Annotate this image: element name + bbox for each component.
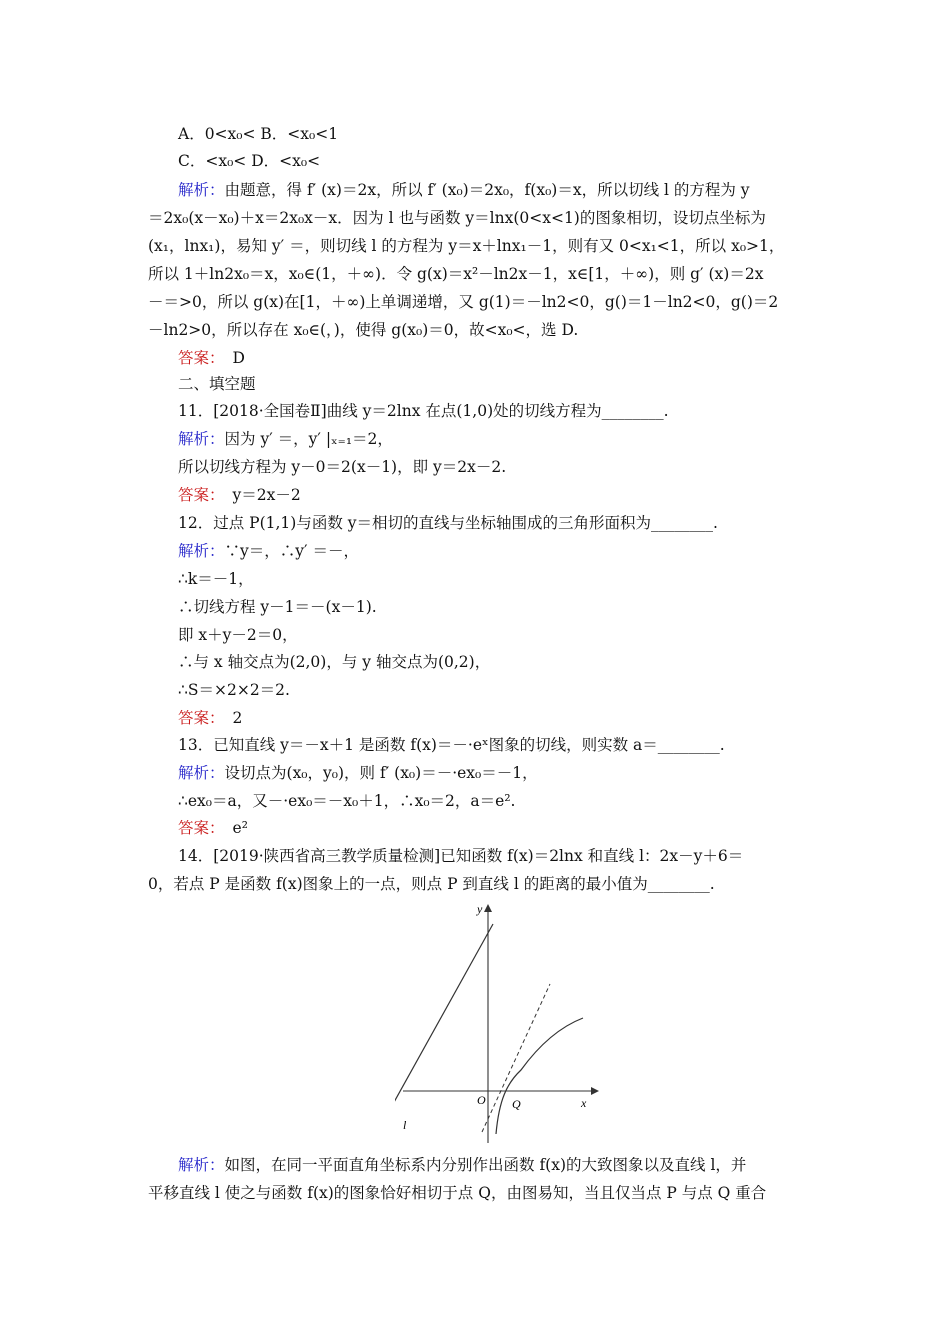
y-axis-arrow: [484, 904, 492, 912]
solution-label: 解析：: [178, 1156, 225, 1174]
q10-options-ab: A．0<x₀< B．<x₀<1: [178, 125, 339, 143]
q10-solution-line-3: (x₁，lnx₁)，易知 y′ ＝，则切线 l 的方程为 y＝x＋lnx₁－1，则有又 0<x₁<1，所以 x₀>1，: [148, 237, 785, 255]
q13-answer: 答案： e²: [178, 819, 248, 837]
point-q-label: Q: [512, 1097, 521, 1111]
solution-label: 解析：: [178, 764, 225, 782]
line-l-label: l: [403, 1118, 407, 1132]
q12-stem: 12．过点 P(1,1)与函数 y＝相切的直线与坐标轴围成的三角形面积为________.: [178, 514, 718, 532]
q12-solution-line-4: 即 x＋y－2＝0，: [178, 626, 298, 644]
q14-stem-line-1: 14．[2019·陕西省高三教学质量检测]已知函数 f(x)＝2lnx 和直线 l：2x－y＋6＝: [178, 847, 744, 865]
q14-solution-line-2: 平移直线 l 使之与函数 f(x)的图象恰好相切于点 Q，由图易知，当且仅当点 P 与点 Q 重合: [148, 1184, 767, 1202]
answer-label: 答案：: [178, 709, 225, 727]
q12-solution-line-1: 解析：∵y＝，∴y′ ＝－，: [178, 542, 359, 560]
q12-solution-line-2: ∴k＝－1，: [178, 570, 254, 588]
q13-stem: 13．已知直线 y＝－x＋1 是函数 f(x)＝－·eˣ图象的切线，则实数 a＝________.: [178, 736, 725, 754]
q10-solution-line-5: －＝>0，所以 g(x)在[1，＋∞)上单调递增，又 g(1)＝－ln2<0，g()＝1－ln2<0，g()＝2: [148, 293, 779, 311]
solution-label: 解析：: [178, 430, 225, 448]
q10-solution-line-2: ＝2x₀(x－x₀)＋x＝2x₀x－x．因为 l 也与函数 y＝lnx(0<x<1)的图象相切，设切点坐标为: [148, 209, 766, 227]
q10-solution-line-1: 解析：由题意，得 f′ (x)＝2x，所以 f′ (x₀)＝2x₀，f(x₀)＝x，所以切线 l 的方程为 y: [178, 181, 750, 199]
q12-answer: 答案： 2: [178, 709, 243, 727]
answer-label: 答案：: [178, 486, 225, 504]
q11-answer: 答案： y＝2x－2: [178, 486, 301, 504]
q14-stem-line-2: 0，若点 P 是函数 f(x)图象上的一点，则点 P 到直线 l 的距离的最小值为________.: [148, 875, 715, 893]
answer-label: 答案：: [178, 349, 225, 367]
origin-label: O: [477, 1093, 486, 1107]
q12-solution-line-6: ∴S＝×2×2＝2.: [178, 681, 290, 699]
y-axis-label: y: [477, 902, 483, 916]
section-heading: 二、填空题: [178, 375, 256, 393]
q10-answer: 答案： D: [178, 349, 245, 367]
q10-solution-line-6: －ln2>0，所以存在 x₀∈(，)，使得 g(x₀)＝0，故<x₀<，选 D.: [148, 321, 579, 339]
q10-solution-line-4: 所以 1＋ln2x₀＝x，x₀∈(1，＋∞)．令 g(x)＝x²－ln2x－1，x∈[1，＋∞)，则 g′ (x)＝2x: [148, 265, 764, 283]
q13-solution-line-2: ∴ex₀＝a，又－·ex₀＝－x₀＋1，∴x₀＝2，a＝e².: [178, 792, 516, 810]
q12-solution-line-5: ∴与 x 轴交点为(2,0)，与 y 轴交点为(0,2)，: [178, 653, 491, 671]
q14-solution-line-1: 解析：如图，在同一平面直角坐标系内分别作出函数 f(x)的大致图象以及直线 l，并: [178, 1156, 747, 1174]
x-axis-label: x: [581, 1096, 587, 1110]
q14-figure: [395, 900, 605, 1145]
q12-solution-line-3: ∴切线方程 y－1＝－(x－1).: [178, 598, 377, 616]
q11-solution-line-1: 解析：因为 y′ ＝，y′ |ₓ₌₁＝2，: [178, 430, 393, 448]
q11-solution-line-2: 所以切线方程为 y－0＝2(x－1)，即 y＝2x－2.: [178, 458, 507, 476]
curve-f: [496, 1018, 583, 1134]
q13-solution-line-1: 解析：设切点为(x₀，y₀)，则 f′ (x₀)＝－·ex₀＝－1，: [178, 764, 538, 782]
line-l: [395, 924, 493, 1104]
q11-stem: 11．[2018·全国卷Ⅱ]曲线 y＝2lnx 在点(1,0)处的切线方程为________.: [178, 402, 669, 420]
x-axis-arrow: [591, 1087, 599, 1095]
q10-options-cd: C．<x₀< D．<x₀<: [178, 152, 321, 170]
answer-label: 答案：: [178, 819, 225, 837]
solution-label: 解析：: [178, 181, 225, 199]
solution-label: 解析：: [178, 542, 225, 560]
